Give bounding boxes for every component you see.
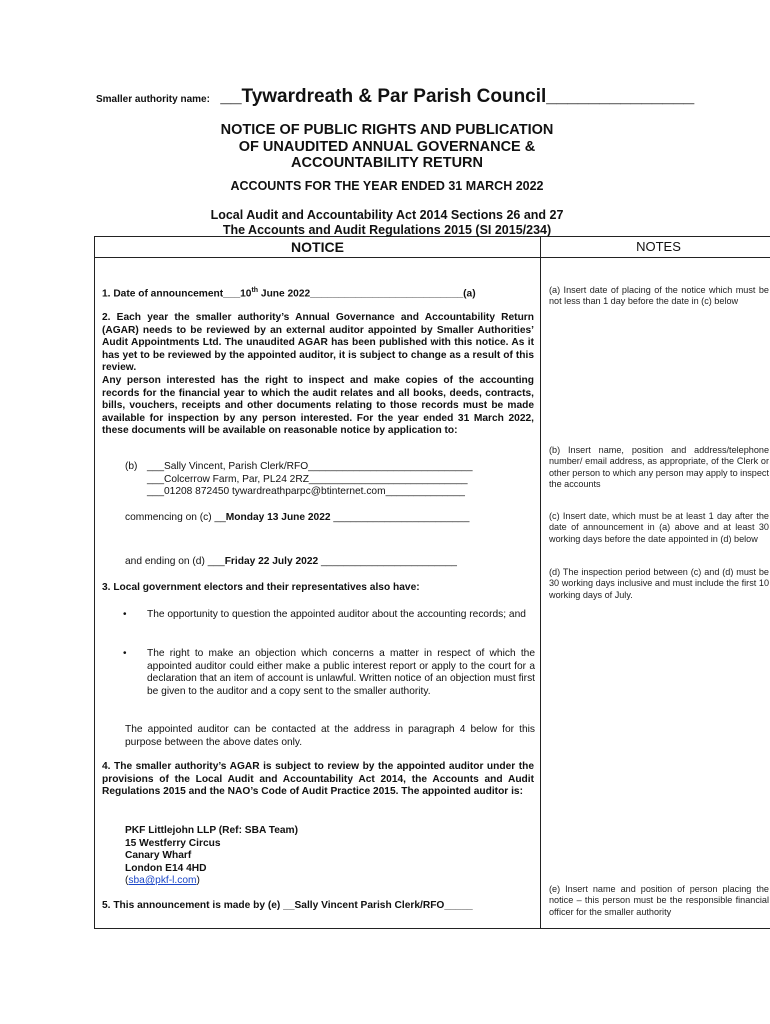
notes-body xyxy=(541,258,770,929)
announcement-date: 1. Date of announcement___10th June 2022___________________________(a) xyxy=(102,287,476,300)
bullet-2-marker: • xyxy=(123,648,127,659)
regulations-reference: The Accounts and Audit Regulations 2015 (SI 2015/234) xyxy=(222,222,552,237)
auditor-email-line: (sba@pkf-l.com) xyxy=(125,875,200,887)
paragraph-4: 4. The smaller authority’s AGAR is subject to review by the appointed auditor under the provisions of the Local Audit and Accountability Act 2014, the Accounts and Audit Regulations 2015 and the NAO’s Code of Audit Practice 2015. The appointed auditor is: xyxy=(102,761,534,798)
auditor-address-line-4: London E14 4HD xyxy=(125,862,207,874)
contact-label-b: (b) xyxy=(125,461,138,472)
auditor-address-line-3: Canary Wharf xyxy=(125,850,192,862)
note-d: (d) The inspection period between (c) and (d) must be 30 working days inclusive and must include the first 10 working days of July. xyxy=(549,567,769,600)
note-b: (b) Insert name, position and address/telephone number/ email address, as appropriate, of the Clerk or other person to which any person may apply to inspect the accounts xyxy=(549,445,769,489)
contact-phone-email-line: ___01208 872450 tywardreathparpc@btinternet.com______________ xyxy=(147,486,465,498)
legislation-heading xyxy=(0,208,770,237)
note-c: (c) Insert date, which must be at least 1 day after the date of announcement in (a) above and at least 30 working days before the date appointed in (d) below xyxy=(549,511,769,544)
note-a: (a) Insert date of placing of the notice which must be not less than 1 day before the date in (c) below xyxy=(549,285,769,307)
notes-column-header: NOTES xyxy=(541,237,770,258)
notice-title-line-2: OF UNAUDITED ANNUAL GOVERNANCE & xyxy=(238,138,536,155)
auditor-email-link[interactable]: sba@pkf-l.com xyxy=(128,875,197,887)
notice-body xyxy=(95,258,541,929)
paragraph-3: 3. Local government electors and their representatives also have: xyxy=(102,582,420,593)
notice-title xyxy=(0,122,770,172)
contact-person xyxy=(147,461,537,499)
notice-table xyxy=(94,236,770,929)
auditor-address-line-1: PKF Littlejohn LLP (Ref: SBA Team) xyxy=(125,825,298,836)
authority-name-row xyxy=(96,86,694,108)
auditor-address-line-2: 15 Westferry Circus xyxy=(125,837,221,849)
bullet-1-marker: • xyxy=(123,609,127,620)
bullet-question-auditor: The opportunity to question the appointed auditor about the accounting records; and xyxy=(147,609,526,620)
paragraph-2-rights: Any person interested has the right to inspect and make copies of the accounting records for the financial year to which the audit relates and all books, deeds, contracts, bills, vouchers, receipts and other documents relating to those records must be made available for inspection by any person interested. For the year ended 31 March 2022, these documents will be available on reasonable notice by application to: xyxy=(102,375,534,437)
bullet-objection: The right to make an objection which concerns a matter in respect of which the appointed auditor could either make a public interest report or apply to the court for a declaration that an item of account is unlawful. Written notice of an objection must first be given to the auditor and a copy sent to the smaller authority. xyxy=(147,648,535,697)
paragraph-2: 2. Each year the smaller authority’s Annual Governance and Accountability Return (AGAR) needs to be reviewed by an external auditor appointed by Smaller Authorities’ Audit Appointments Ltd. The unaudited AGAR has been published with this notice. As it has yet to be reviewed by the appointed auditor, it is subject to change as a result of this review. xyxy=(102,312,534,374)
note-e: (e) Insert name and position of person placing the notice – this person must be the responsible financial officer for the smaller authority xyxy=(549,884,769,917)
authority-name-value: __Tywardreath & Par Parish Council______________ xyxy=(220,86,695,107)
auditor-contact-note: The appointed auditor can be contacted at the address in paragraph 4 below for this purpose between the above dates only. xyxy=(125,724,535,748)
paragraph-5: 5. This announcement is made by (e) __Sally Vincent Parish Clerk/RFO_____ xyxy=(102,900,473,911)
auditor-address xyxy=(125,825,525,888)
notice-title-line-3: ACCOUNTABILITY RETURN xyxy=(291,155,483,171)
accounts-year-heading: ACCOUNTS FOR THE YEAR ENDED 31 MARCH 2022 xyxy=(230,179,544,193)
contact-address-line: ___Colcerrow Farm, Par, PL24 2RZ____________________________ xyxy=(147,473,468,485)
notice-column-header: NOTICE xyxy=(95,237,541,258)
commencing-date: commencing on (c) __Monday 13 June 2022 ________________________ xyxy=(125,512,470,523)
act-reference: Local Audit and Accountability Act 2014 Sections 26 and 27 xyxy=(210,208,564,222)
ending-date: and ending on (d) ___Friday 22 July 2022 ________________________ xyxy=(125,556,457,567)
authority-name-label: Smaller authority name: xyxy=(96,94,210,105)
notice-title-line-1: NOTICE OF PUBLIC RIGHTS AND PUBLICATION xyxy=(220,122,554,138)
contact-name-line: ___Sally Vincent, Parish Clerk/RFO_____________________________ xyxy=(147,461,473,472)
